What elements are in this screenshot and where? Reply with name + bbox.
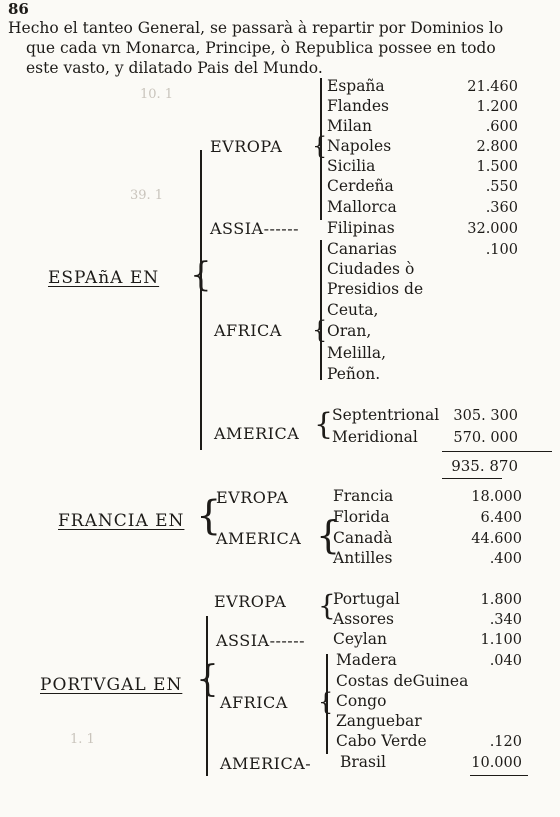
item-name: Ceylan bbox=[333, 630, 387, 648]
continent-label-america: AMERICA bbox=[214, 424, 300, 443]
item-value: .100 bbox=[485, 242, 518, 258]
item-name: Filipinas bbox=[327, 219, 395, 237]
item-name: Costas deGuinea bbox=[336, 672, 469, 690]
item-value: 32.000 bbox=[467, 221, 518, 237]
item-value: 305. 300 bbox=[453, 408, 518, 424]
continent-label-africa: AFRICA bbox=[220, 693, 288, 712]
continent-label-europa: EVROPA bbox=[216, 488, 289, 507]
item-value: 570. 000 bbox=[453, 430, 518, 446]
item-value: 2.800 bbox=[476, 139, 518, 155]
item-name: Assores bbox=[333, 610, 394, 628]
brace-portugal-europa: { bbox=[318, 589, 336, 622]
continent-label-europa: EVROPA bbox=[214, 592, 287, 611]
brace-spain: { bbox=[190, 255, 212, 295]
item-name: Brasil bbox=[340, 753, 386, 771]
item-name: Presidios de bbox=[327, 280, 424, 298]
intro-line-1: Hecho el tanteo General, se passarà à repartir por Dominios lo bbox=[8, 19, 504, 37]
total-underline bbox=[442, 478, 502, 479]
value-underline bbox=[470, 775, 528, 776]
item-name: Antilles bbox=[333, 549, 393, 567]
item-name: Florida bbox=[333, 508, 390, 526]
item-name: Milan bbox=[327, 117, 373, 135]
item-name: Portugal bbox=[333, 590, 400, 608]
continent-label-assia: ASSIA------ bbox=[216, 631, 306, 650]
brace-france: { bbox=[196, 493, 222, 539]
item-value: 1.100 bbox=[480, 632, 522, 648]
spain-total: 935. 870 bbox=[451, 457, 518, 475]
item-value: 6.400 bbox=[480, 510, 522, 526]
item-value: 10.000 bbox=[471, 755, 522, 771]
item-name: Canadà bbox=[333, 529, 393, 547]
item-value: .400 bbox=[489, 551, 522, 567]
brace-europa: { bbox=[312, 132, 328, 160]
show-through-mark: 10. 1 bbox=[140, 87, 174, 102]
country-label-portugal: PORTVGAL EN bbox=[40, 675, 183, 695]
bracket-line-spain bbox=[200, 150, 202, 450]
continent-label-america: AMERICA- bbox=[220, 754, 312, 773]
item-value: 1.500 bbox=[476, 159, 518, 175]
item-name: Cabo Verde bbox=[336, 732, 427, 750]
country-label-spain: ESPAñA EN bbox=[48, 268, 160, 288]
brace-africa: { bbox=[312, 316, 328, 344]
item-name: Mallorca bbox=[327, 198, 397, 216]
item-value: 21.460 bbox=[467, 79, 518, 95]
item-name: Peñon. bbox=[327, 365, 381, 383]
continent-label-europa: EVROPA bbox=[210, 137, 283, 156]
bracket-line-africa bbox=[320, 240, 322, 380]
page-number: 86 bbox=[8, 0, 29, 18]
item-value: .550 bbox=[485, 179, 518, 195]
total-rule bbox=[442, 451, 552, 452]
item-value: 18.000 bbox=[471, 489, 522, 505]
item-name: Zanguebar bbox=[336, 712, 422, 730]
item-name: Ceuta, bbox=[327, 301, 379, 319]
item-value: 1.200 bbox=[476, 99, 518, 115]
show-through-mark: 1. 1 bbox=[70, 732, 95, 747]
item-name: Sicilia bbox=[327, 157, 376, 175]
continent-label-assia: ASSIA------ bbox=[210, 219, 300, 238]
item-name: España bbox=[327, 77, 385, 95]
brace-portugal: { bbox=[196, 659, 219, 700]
item-name: Meridional bbox=[332, 428, 418, 446]
item-name: Flandes bbox=[327, 97, 389, 115]
item-name: Ciudades ò bbox=[327, 260, 415, 278]
item-value: 1.800 bbox=[480, 592, 522, 608]
item-name: Melilla, bbox=[327, 344, 387, 362]
brace-portugal-africa: { bbox=[318, 688, 334, 716]
item-value: .120 bbox=[489, 734, 522, 750]
item-value: .040 bbox=[489, 653, 522, 669]
continent-label-america: AMERICA bbox=[216, 529, 302, 548]
item-name: Oran, bbox=[327, 322, 372, 340]
item-name: Napoles bbox=[327, 137, 392, 155]
item-name: Francia bbox=[333, 487, 394, 505]
item-name: Madera bbox=[336, 651, 397, 669]
bracket-line-portugal bbox=[206, 616, 208, 776]
country-label-france: FRANCIA EN bbox=[58, 511, 185, 531]
brace-america: { bbox=[314, 407, 334, 442]
item-value: .360 bbox=[485, 200, 518, 216]
item-value: 44.600 bbox=[471, 531, 522, 547]
item-name: Congo bbox=[336, 692, 387, 710]
item-name: Cerdeña bbox=[327, 177, 394, 195]
item-value: .340 bbox=[489, 612, 522, 628]
item-name: Septentrional bbox=[332, 406, 440, 424]
continent-label-africa: AFRICA bbox=[214, 321, 282, 340]
brace-france-america: { bbox=[316, 513, 341, 557]
item-value: .600 bbox=[485, 119, 518, 135]
intro-line-2: que cada vn Monarca, Principe, ò Republica possee en todo bbox=[26, 39, 496, 57]
intro-line-3: este vasto, y dilatado Pais del Mundo. bbox=[26, 59, 323, 77]
show-through-mark: 39. 1 bbox=[130, 188, 164, 203]
item-name: Canarias bbox=[327, 240, 397, 258]
